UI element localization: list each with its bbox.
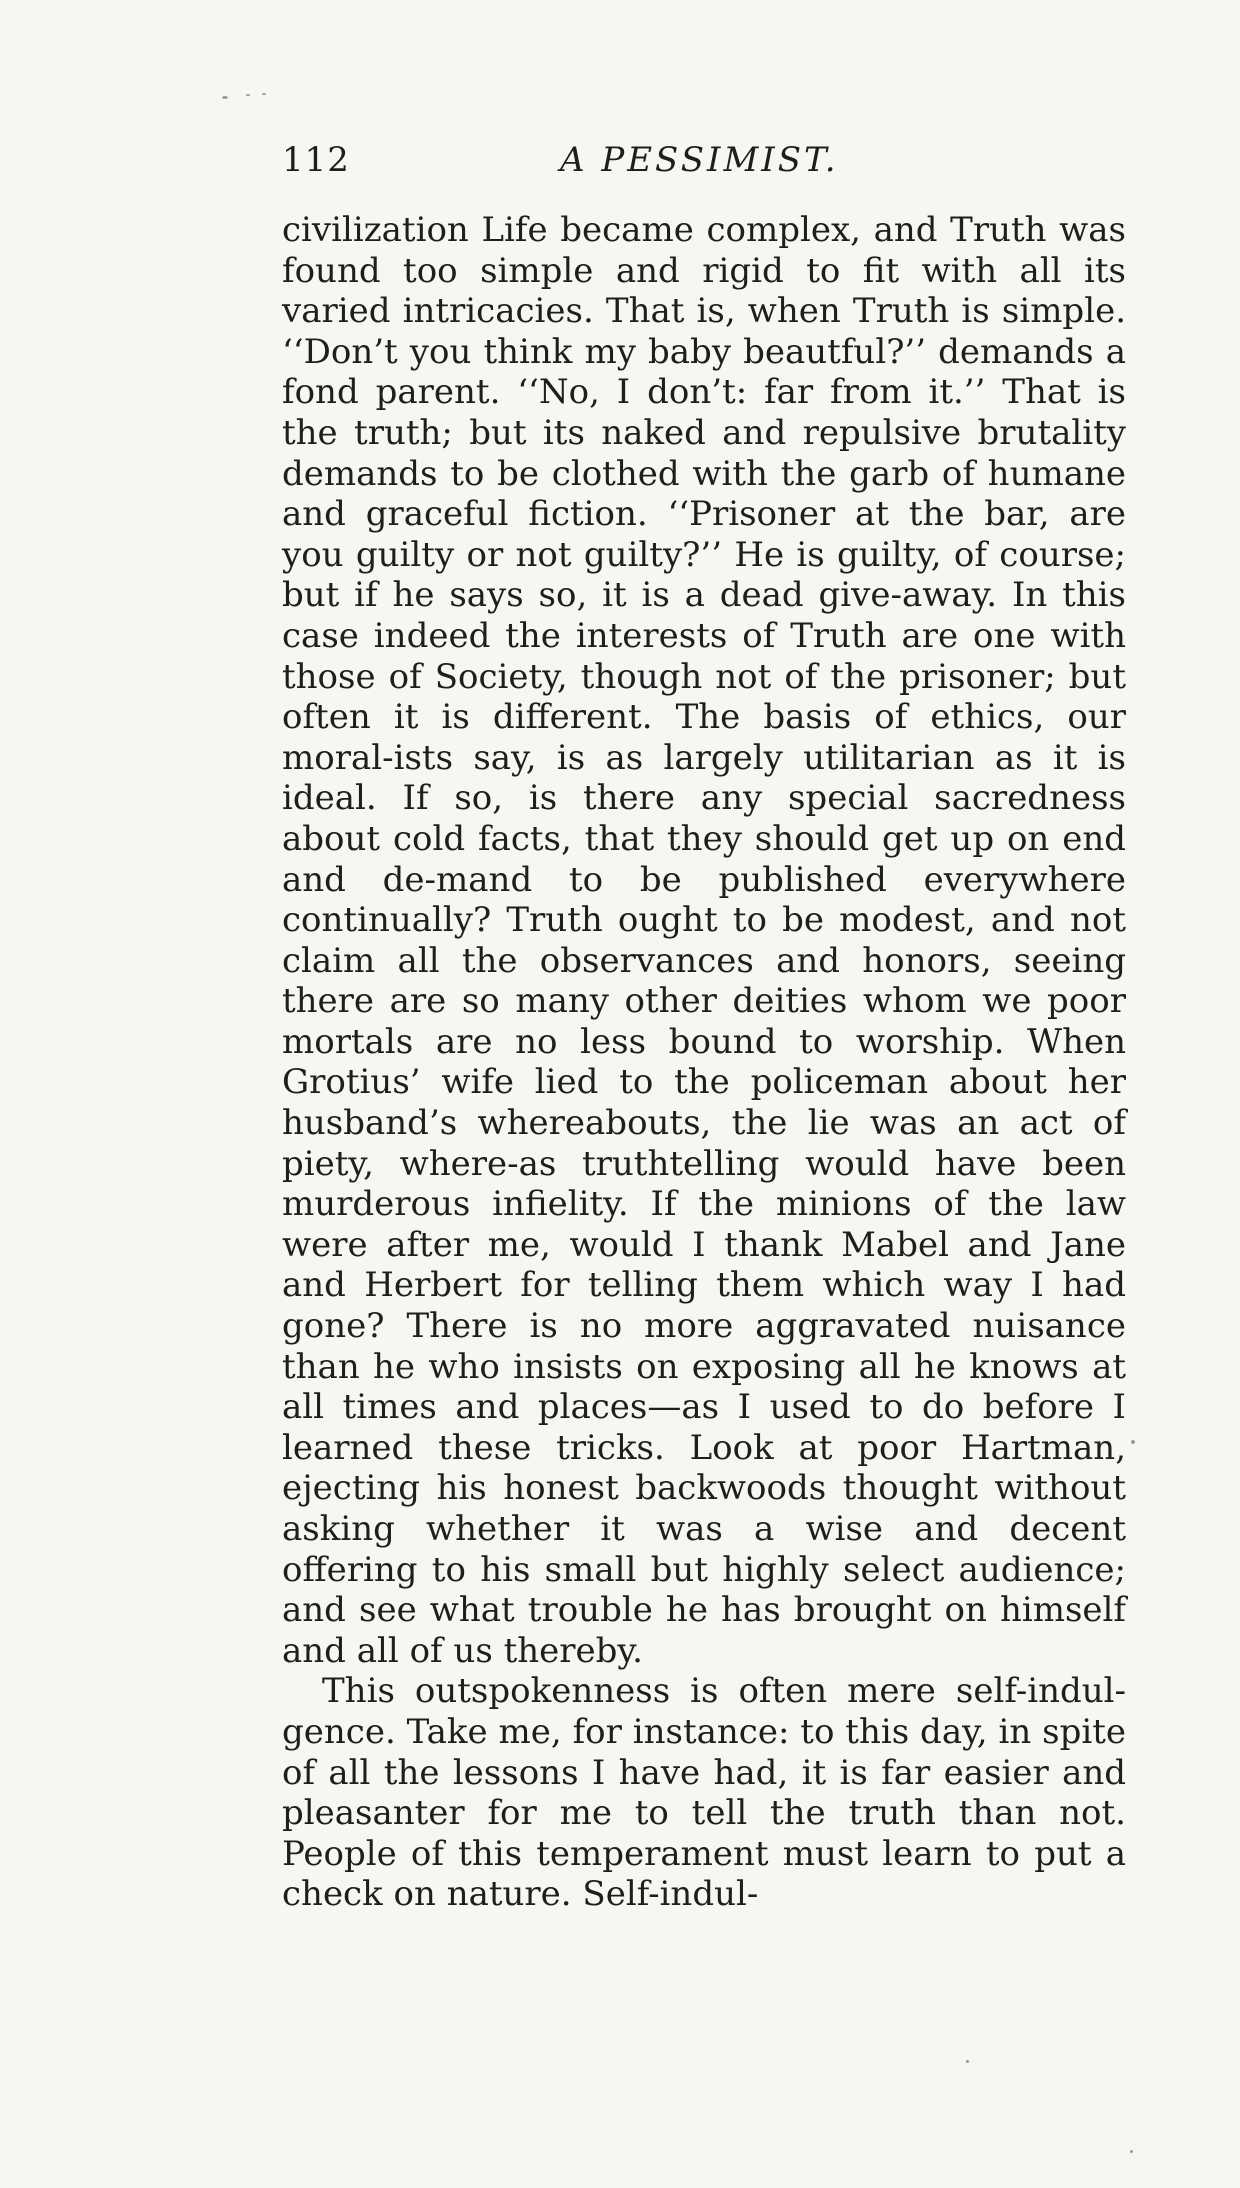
page-number: 112 [282, 140, 350, 180]
body-text [282, 210, 1126, 1915]
page-speck [1131, 1440, 1135, 1444]
paragraph-2: This outspokenness is often mere self-indul-gence. Take me, for instance: to this day, in spite of all the lessons I have had, it is far easier and pleasanter for me to tell the truth than not. People of this temperament must learn to put a check on nature. Self-indul- [282, 1671, 1126, 1915]
paragraph-1: civilization Life became complex, and Truth was found too simple and rigid to fit with all its varied intricacies. That is, when Truth is simple. ‘‘Don’t you think my baby beautful?’’ demands a fond parent. ‘‘No, I don’t: far from it.’’ That is the truth; but its naked and repulsive brutality demands to be clothed with the garb of humane and graceful fiction. ‘‘Prisoner at the bar, are you guilty or not guilty?’’ He is guilty, of course; but if he says so, it is a dead give-away. In this case indeed the interests of Truth are one with those of Society, though not of the prisoner; but often it is different. The basis of ethics, our moral-ists say, is as largely utilitarian as it is ideal. If so, is there any special sacredness about cold facts, that they should get up on end and de-mand to be published everywhere continually? Truth ought to be modest, and not claim all the observances and honors, seeing there are so many other deities whom we poor mortals are no less bound to worship. When Grotius’ wife lied to the policeman about her husband’s whereabouts, the lie was an act of piety, where-as truthtelling would have been murderous infielity. If the minions of the law were after me, would I thank Mabel and Jane and Herbert for telling them which way I had gone? There is no more aggravated nuisance than he who insists on exposing all he knows at all times and places—as I used to do before I learned these tricks. Look at poor Hartman, ejecting his honest backwoods thought without asking whether it was a wise and decent offering to his small but highly select audience; and see what trouble he has brought on himself and all of us thereby. [282, 210, 1126, 1671]
page-speck [1130, 2150, 1133, 2153]
running-title: A PESSIMIST. [560, 140, 839, 180]
page-speck [262, 93, 266, 95]
page-speck [246, 94, 250, 96]
page-speck [222, 96, 228, 99]
page-speck [966, 2060, 969, 2063]
